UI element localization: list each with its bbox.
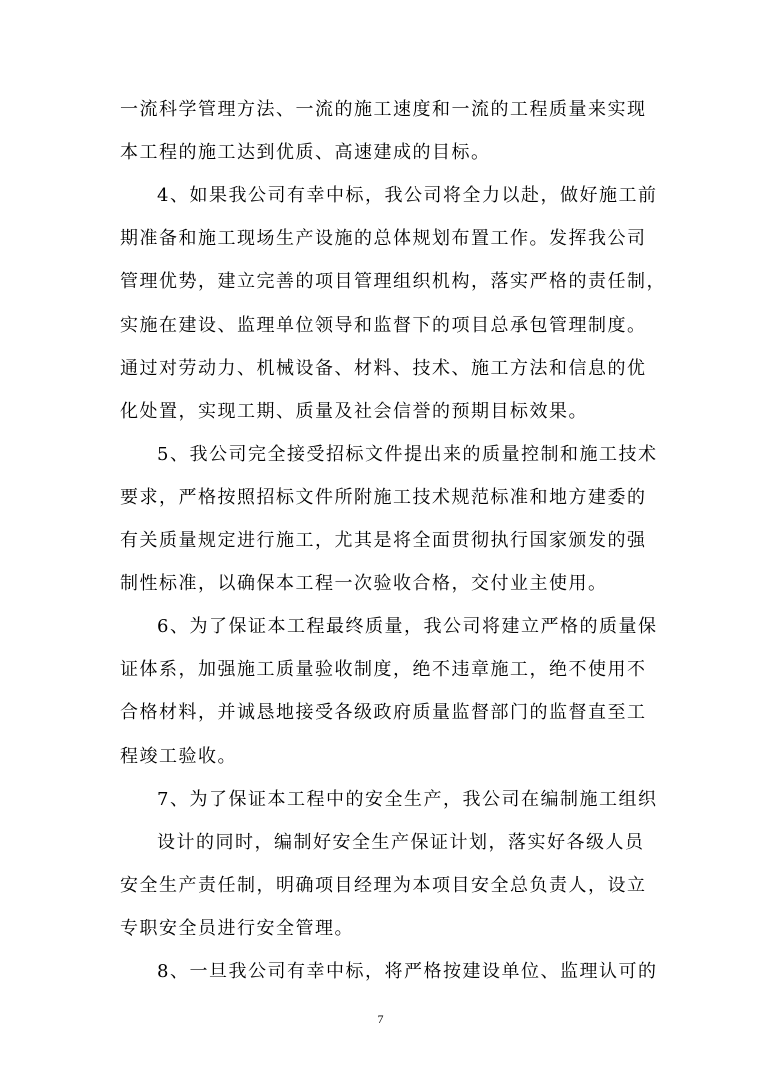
- text-line: 6、为了保证本工程最终质量，我公司将建立严格的质量保: [157, 616, 658, 638]
- text-line: 化处置，实现工期、质量及社会信誉的预期目标效果。: [120, 400, 588, 422]
- text-line: 管理优势，建立完善的项目管理组织机构，落实严格的责任制，: [120, 271, 666, 293]
- text-line: 4、如果我公司有幸中标，我公司将全力以赴，做好施工前: [157, 185, 658, 207]
- text-line: 证体系，加强施工质量验收制度，绝不违章施工，绝不使用不: [120, 659, 647, 681]
- text-line: 一流科学管理方法、一流的施工速度和一流的工程质量来实现: [120, 99, 647, 120]
- text-line: 程竣工验收。: [120, 745, 237, 767]
- text-line: 7、为了保证本工程中的安全生产，我公司在编制施工组织: [157, 788, 658, 810]
- text-line: 设计的同时，编制好安全生产保证计划，落实好各级人员: [157, 831, 645, 853]
- text-line: 本工程的施工达到优质、高速建成的目标。: [120, 142, 491, 164]
- text-line: 要求，严格按照招标文件所附施工技术规范标准和地方建委的: [120, 486, 647, 508]
- text-line: 5、我公司完全接受招标文件提出来的质量控制和施工技术: [157, 443, 658, 465]
- text-line: 合格材料，并诚恳地接受各级政府质量监督部门的监督直至工: [120, 702, 647, 724]
- text-line: 期准备和施工现场生产设施的总体规划布置工作。发挥我公司: [120, 228, 647, 250]
- text-line: 专职安全员进行安全管理。: [120, 917, 354, 939]
- text-line: 安全生产责任制，明确项目经理为本项目安全总负责人，设立: [120, 874, 647, 896]
- page-number: 7: [377, 1012, 384, 1026]
- text-line: 通过对劳动力、机械设备、材料、技术、施工方法和信息的优: [120, 357, 647, 379]
- text-line: 实施在建设、监理单位领导和监督下的项目总承包管理制度。: [120, 314, 647, 336]
- text-line: 有关质量规定进行施工，尤其是将全面贯彻执行国家颁发的强: [120, 530, 647, 551]
- text-line: 制性标准，以确保本工程一次验收合格，交付业主使用。: [120, 573, 608, 595]
- text-line: 8、一旦我公司有幸中标，将严格按建设单位、监理认可的: [157, 961, 658, 982]
